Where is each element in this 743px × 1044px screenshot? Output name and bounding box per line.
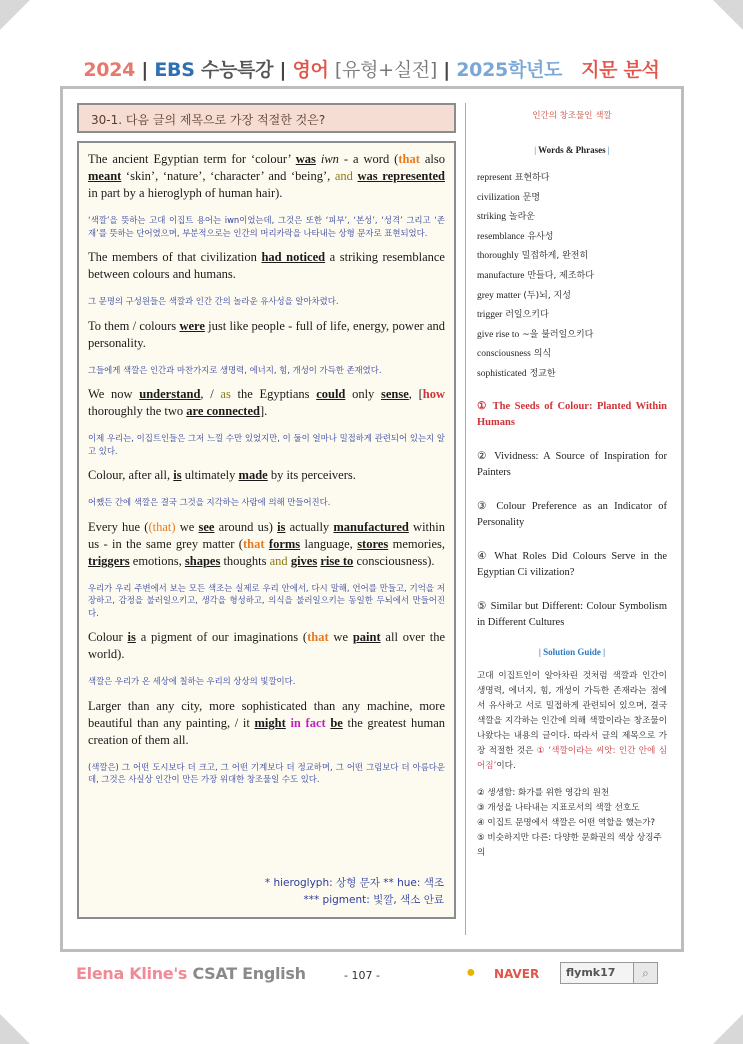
translation-7: 색깔은 우리가 온 세상에 칠하는 우리의 상상의 빛깔이다. [88, 676, 296, 686]
option-3: ③ Colour Preference as an Indicator of Personality [477, 500, 667, 529]
translation-8: (색깔은) 그 어떤 도시보다 더 크고, 그 어떤 기계보다 더 정교하며, 그 어떤 그림보다 더 아름다운데, 그것은 사실상 인간이 만든 가장 위대한 창조물일 수도 있다. [88, 761, 445, 784]
sentence-5: Colour, after all, is ultimately made by its perceivers. [88, 468, 356, 482]
answer-options [477, 399, 667, 632]
page-corner-top-right [713, 0, 743, 30]
header-separator: | [279, 59, 287, 81]
option-2: ② Vividness: A Source of Inspiration for Painters [477, 450, 667, 479]
page-corner-bottom-right [713, 1014, 743, 1044]
vocab-item: striking 놀라운 [477, 212, 535, 223]
column-divider [465, 103, 466, 935]
bee-icon: ● [466, 964, 476, 981]
sentence-2: The members of that civilization had noticed a striking resemblance between colours and humans. [88, 250, 445, 281]
option-5: ⑤ Similar but Different: Colour Symbolism in Different Cultures [477, 600, 667, 629]
header-ebs: EBS [154, 59, 195, 81]
sentence-7: Colour is a pigment of our imaginations (that we paint all over the world). [88, 630, 446, 661]
header-separator: | [443, 59, 450, 81]
option-4: ④ What Roles Did Colours Serve in the Egyptian Ci vilization? [477, 550, 667, 579]
footnotes [265, 875, 444, 909]
naver-logo: NAVER [494, 967, 540, 981]
sentence-1: The ancient Egyptian term for ‘colour’ was iwn - a word (that also meant ‘skin’, ‘nature’, ‘character’ and ‘being’, and was represented in part by a hieroglyph of human hair). [88, 152, 445, 200]
header-target-year: 2025학년도 [456, 59, 563, 81]
page-footer [76, 962, 676, 988]
vocab-item: manufacture 만들다, 제조하다 [477, 270, 594, 281]
sentence-6: Every hue ((that) we see around us) is actually manufactured within us - in the same grey matter (that forms language, stores memories, triggers emotions, shapes thoughts and gives rise to consciousness). [88, 519, 446, 568]
page-number: - 107 - [344, 969, 380, 982]
header-book: 수능특강 [200, 59, 274, 81]
header-separator: | [141, 59, 149, 81]
wrong-option-item: ③ 개성을 나타내는 지표로서의 색깔 선호도 [477, 803, 640, 814]
header-subject: 영어 [292, 59, 329, 81]
right-column [477, 103, 667, 861]
passage-box [77, 141, 456, 919]
content-frame [60, 86, 684, 952]
vocab-item: thoroughly 밀접하게, 완전히 [477, 251, 589, 262]
vocab-item: represent 표현하다 [477, 173, 550, 183]
sentence-3: To them / colours were just like people - full of life, energy, power and personality. [88, 318, 445, 350]
solution-guide-heading: | Solution Guide | [538, 646, 606, 657]
translation-1: ‘색깔’을 뜻하는 고대 이집트 용어는 iwn이었는데, 그것은 또한 ‘피부’, ‘본성’, ‘성격’ 그리고 ‘존재’를 뜻하는 단어였으며, 부분적으로는 인간의 머리카락을 나타내는 상형 문자로 표현되었다. [88, 215, 445, 238]
vocab-item: civilization 문명 [477, 192, 541, 203]
header-type: [유형+실전] [334, 59, 437, 81]
vocab-list [477, 169, 667, 385]
sentence-4: We now understand, / as the Egyptians could only sense, [how thoroughly the two are connected]. [88, 387, 445, 418]
vocab-item: resemblance 유사성 [477, 231, 554, 242]
wrong-option-item: ⑤ 비슷하지만 다른: 다양한 문화권의 색상 상징주의 [477, 833, 662, 859]
solution-guide-text: 고대 이집트인이 알아차린 것처럼 색깔과 인간이 생명력, 에너지, 힘, 개성이 가득한 존재라는 점에서 유사하고 서로 밀접하게 관련되어 있으며, 결국 색깔을 지각하는 인간에 의해 색깔이라는 창조물이 나왔다는 내용의 글이다. 따라서 글의 제목으로 가장 적절한 것은 ① ‘색깔이라는 씨앗: 인간 안에 심어짐’이다. [477, 670, 667, 772]
wrong-option-item: ④ 이집트 문명에서 색깔은 어떤 역할을 했는가? [477, 818, 656, 829]
question-box: 30-1. 다음 글의 제목으로 가장 적절한 것은? [77, 103, 456, 133]
translation-6: 우리가 우리 주변에서 보는 모든 색조는 실제로 우리 안에서, 다시 말해, 언어를 만들고, 기억을 저장하고, 감정을 불러일으키고, 생각을 형성하고, 의식을 불러일으키는 동일한 두뇌에서 만들어진다. [88, 582, 445, 618]
page-corner-top-left [0, 0, 30, 30]
footer-author: Elena Kline's CSAT English [76, 964, 306, 983]
words-phrases-heading: | Words & Phrases | [534, 145, 610, 155]
wrong-option-item: ② 생생함: 화가를 위한 영감의 원천 [477, 788, 610, 799]
left-column [77, 103, 461, 919]
search-box[interactable] [560, 962, 658, 984]
page-header [0, 55, 743, 82]
translation-2: 그 문명의 구성원들은 색깔과 인간 간의 놀라운 유사성을 알아차렸다. [88, 296, 339, 306]
footnote-1: * hieroglyph: 상형 문자 ** hue: 색조 [264, 877, 444, 889]
option-1-correct: ① The Seeds of Colour: Planted Within Humans [477, 400, 667, 429]
translation-4: 이제 우리는, 이집트인들은 그저 느낄 수만 있었지만, 이 둘이 얼마나 밀접하게 관련되어 있는지 알고 있다. [88, 433, 445, 456]
topic-title: 인간의 창조물인 색깔 [532, 111, 612, 121]
vocab-item: give rise to ~을 불러일으키다 [477, 329, 594, 340]
header-year: 2024 [83, 59, 136, 81]
translation-5: 어쨌든 간에 색깔은 결국 그것을 지각하는 사람에 의해 만들어진다. [88, 497, 331, 507]
search-text: flymk17 [566, 966, 616, 979]
wrong-option-translations [477, 786, 667, 861]
translation-3: 그들에게 색깔은 인간과 마찬가지로 생명력, 에너지, 힘, 개성이 가득한 존재였다. [88, 364, 382, 375]
page-corner-bottom-left [0, 1014, 30, 1044]
vocab-item: trigger 러일으키다 [477, 310, 549, 321]
search-icon[interactable]: ⌕ [633, 963, 657, 983]
vocab-item: consciousness 의식 [477, 349, 552, 360]
header-analysis: 지문 분석 [581, 59, 660, 81]
footnote-2: *** pigment: 빛깔, 색소 안료 [303, 894, 444, 906]
sentence-8: Larger than any city, more sophisticated than any machine, more beautiful than any painting, / it might in fact be the greatest human creation of them all. [88, 698, 445, 747]
vocab-item: sophisticated 정교한 [477, 368, 556, 379]
vocab-item: grey matter (두)뇌, 지성 [477, 290, 571, 301]
